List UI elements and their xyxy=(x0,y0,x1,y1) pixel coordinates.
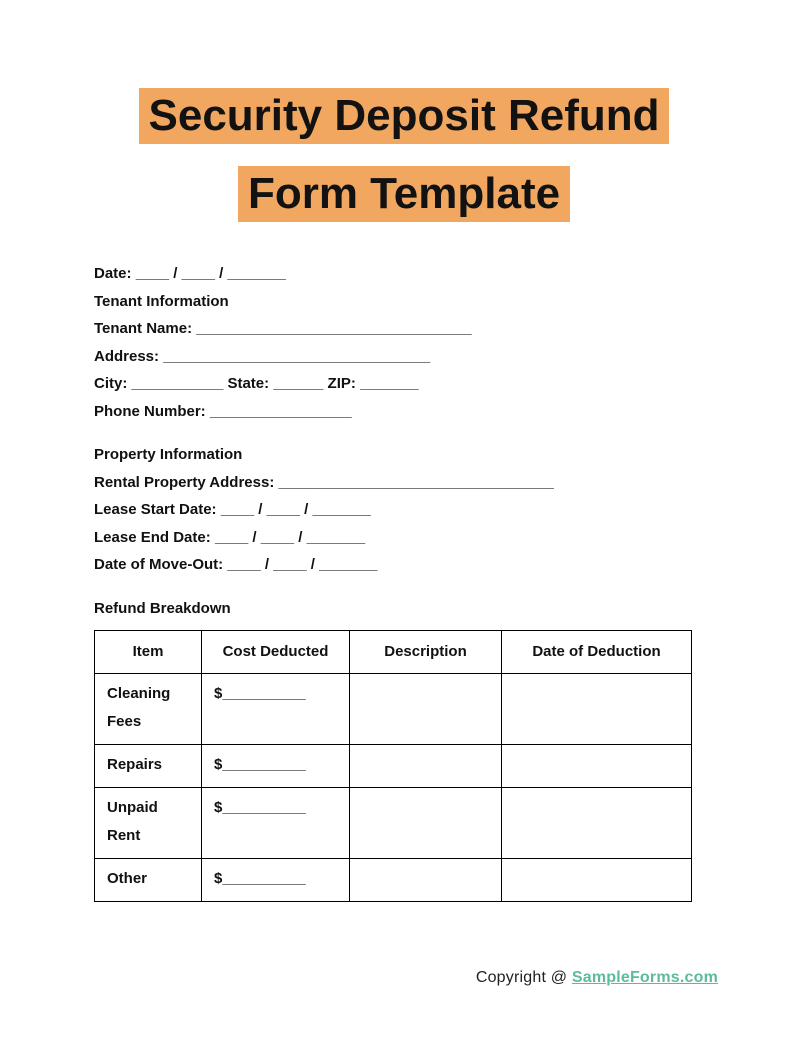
cell-description xyxy=(350,674,502,745)
cell-cost-deducted: $__________ xyxy=(202,859,350,902)
cell-date-of-deduction xyxy=(502,859,692,902)
cell-date-of-deduction xyxy=(502,745,692,788)
field-phone-number xyxy=(94,398,714,426)
field-address xyxy=(94,343,714,371)
refund-table xyxy=(94,630,692,902)
table-row-unpaid-rent xyxy=(95,788,692,859)
field-phone-number-label: Phone Number: xyxy=(94,402,206,420)
field-tenant-name-label: Tenant Name: xyxy=(94,320,193,337)
field-lease-end-date-label: Lease End Date: xyxy=(94,528,211,546)
form-body xyxy=(94,260,714,902)
cell-cost-deducted: $__________ xyxy=(202,674,350,745)
cell-description xyxy=(350,788,502,859)
field-address-blank: ________________________________ xyxy=(163,347,431,365)
cell-cost-deducted: $__________ xyxy=(202,745,350,788)
field-lease-start-date xyxy=(94,496,714,524)
field-move-out-date xyxy=(94,551,714,579)
property-section-heading: Property Information xyxy=(94,446,243,463)
copyright-text: Copyright @ xyxy=(475,969,568,986)
column-header-cost-deducted: Cost Deducted xyxy=(202,631,350,674)
title-row-1 xyxy=(0,88,808,144)
cell-item: Cleaning Fees xyxy=(95,674,202,745)
tenant-information-section xyxy=(94,288,714,426)
table-row-other xyxy=(95,859,692,902)
field-date-blank: ____ / ____ / _______ xyxy=(135,265,286,282)
title-line-2: Form Template xyxy=(238,166,570,222)
cell-description xyxy=(350,859,502,902)
field-lease-start-date-blank: ____ / ____ / _______ xyxy=(220,501,371,518)
field-phone-number-blank: _________________ xyxy=(209,402,352,420)
title-line-1: Security Deposit Refund xyxy=(139,88,670,144)
field-city-blank: ___________ xyxy=(131,375,224,392)
refund-breakdown-heading: Refund Breakdown xyxy=(94,599,231,617)
field-rental-property-address xyxy=(94,469,714,497)
field-lease-start-date-label: Lease Start Date: xyxy=(94,501,217,518)
column-header-date-of-deduction: Date of Deduction xyxy=(502,631,692,674)
property-information-section xyxy=(94,441,714,579)
column-header-item: Item xyxy=(95,631,202,674)
field-zip-label: ZIP: xyxy=(327,375,356,392)
cell-cost-deducted: $__________ xyxy=(202,788,350,859)
tenant-section-heading: Tenant Information xyxy=(94,292,229,310)
cell-date-of-deduction xyxy=(502,674,692,745)
cell-item: Unpaid Rent xyxy=(95,788,202,859)
table-header-row xyxy=(95,631,692,674)
field-tenant-name xyxy=(94,315,714,343)
table-row-repairs xyxy=(95,745,692,788)
column-header-description: Description xyxy=(350,631,502,674)
field-address-label: Address: xyxy=(94,347,160,365)
document-title xyxy=(0,0,808,222)
field-rental-property-address-blank: _________________________________ xyxy=(278,473,554,491)
field-state-label: State: xyxy=(227,375,270,392)
field-date xyxy=(94,260,714,288)
field-lease-end-date-blank: ____ / ____ / _______ xyxy=(214,528,366,546)
cell-description xyxy=(350,745,502,788)
table-row-cleaning-fees xyxy=(95,674,692,745)
cell-date-of-deduction xyxy=(502,788,692,859)
cell-item: Other xyxy=(95,859,202,902)
field-move-out-date-label: Date of Move-Out: xyxy=(94,556,224,573)
field-date-label: Date: xyxy=(94,265,132,282)
footer-brand-link[interactable]: SampleForms.com xyxy=(571,969,718,986)
title-row-2 xyxy=(0,166,808,222)
field-city-state-zip xyxy=(94,370,714,398)
field-move-out-date-blank: ____ / ____ / _______ xyxy=(227,556,378,573)
refund-breakdown-section xyxy=(94,595,714,903)
field-lease-end-date xyxy=(94,524,714,552)
cell-item: Repairs xyxy=(95,745,202,788)
field-tenant-name-blank: _________________________________ xyxy=(196,320,472,337)
field-city-label: City: xyxy=(94,375,128,392)
field-state-blank: ______ xyxy=(273,375,324,392)
field-zip-blank: _______ xyxy=(360,375,419,392)
footer xyxy=(476,966,718,990)
field-rental-property-address-label: Rental Property Address: xyxy=(94,473,275,491)
